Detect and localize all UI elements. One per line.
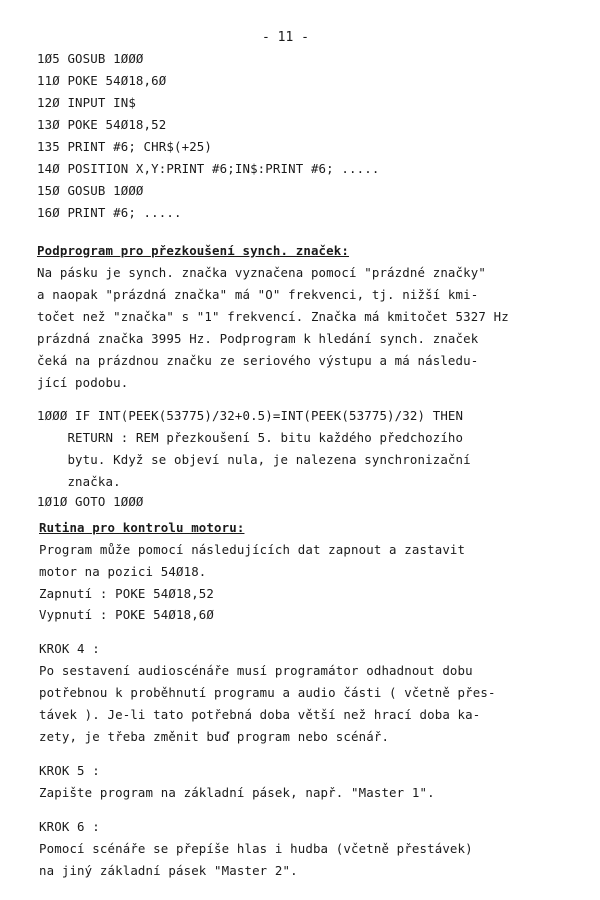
body-line: Pomocí scénáře se přepíše hlas i hudba (včetně přestávek) [39,841,473,856]
body-line: zety, je třeba změnit buď program nebo scénář. [39,729,390,744]
code-line: bytu. Když se objeví nula, je nalezena synchronizační [37,452,471,467]
body-line: Vypnutí : POKE 54Ø18,6Ø [39,607,215,622]
code-line: RETURN : REM přezkoušení 5. bitu každého předchozího [37,430,464,445]
body-line: Na pásku je synch. značka vyznačena pomocí "prázdné značky" [37,265,486,280]
body-line: távek ). Je-li tato potřebná doba větší než hrací doba ka- [39,707,481,722]
section-heading: Podprogram pro přezkoušení synch. značek: [37,243,350,258]
step-label: KROK 6 : [39,819,100,834]
body-line: točet než "značka" s "1" frekvencí. Značka má kmitočet 5327 Hz [37,309,509,324]
step-label: KROK 4 : [39,641,100,656]
code-line: 16Ø PRINT #6; ..... [37,205,182,220]
code-line: 13Ø POKE 54Ø18,52 [37,117,167,132]
section-heading: Rutina pro kontrolu motoru: [39,520,245,535]
code-line: 1Ø5 GOSUB 1ØØØ [37,51,144,66]
body-line: Zapnutí : POKE 54Ø18,52 [39,586,215,601]
page-number: - 11 - [262,30,309,45]
body-line: Po sestavení audioscénáře musí programátor odhadnout dobu [39,663,473,678]
body-line: na jiný základní pásek "Master 2". [39,863,298,878]
code-line: 135 PRINT #6; CHR$(+25) [37,139,213,154]
body-line: a naopak "prázdná značka" má "O" frekvenci, tj. nižší kmi- [37,287,479,302]
code-line: značka. [37,474,121,489]
body-line: jící podobu. [37,375,129,390]
body-line: Program může pomocí následujících dat zapnout a zastavit [39,542,466,557]
code-line: 11Ø POKE 54Ø18,6Ø [37,73,167,88]
code-line: 1ØØØ IF INT(PEEK(53775)/32+0.5)=INT(PEEK(53775)/32) THEN [37,408,464,423]
code-line: 12Ø INPUT IN$ [37,95,136,110]
body-line: motor na pozici 54Ø18. [39,564,207,579]
code-line: 1Ø1Ø GOTO 1ØØØ [37,494,144,509]
body-line: Zapište program na základní pásek, např. "Master 1". [39,785,435,800]
code-line: 14Ø POSITION X,Y:PRINT #6;IN$:PRINT #6; ..... [37,161,380,176]
step-label: KROK 5 : [39,763,100,778]
code-line: 15Ø GOSUB 1ØØØ [37,183,144,198]
body-line: čeká na prázdnou značku ze seriového výstupu a má následu- [37,353,479,368]
body-line: prázdná značka 3995 Hz. Podprogram k hledání synch. značek [37,331,479,346]
body-line: potřebnou k proběhnutí programu a audio části ( včetně přes- [39,685,496,700]
